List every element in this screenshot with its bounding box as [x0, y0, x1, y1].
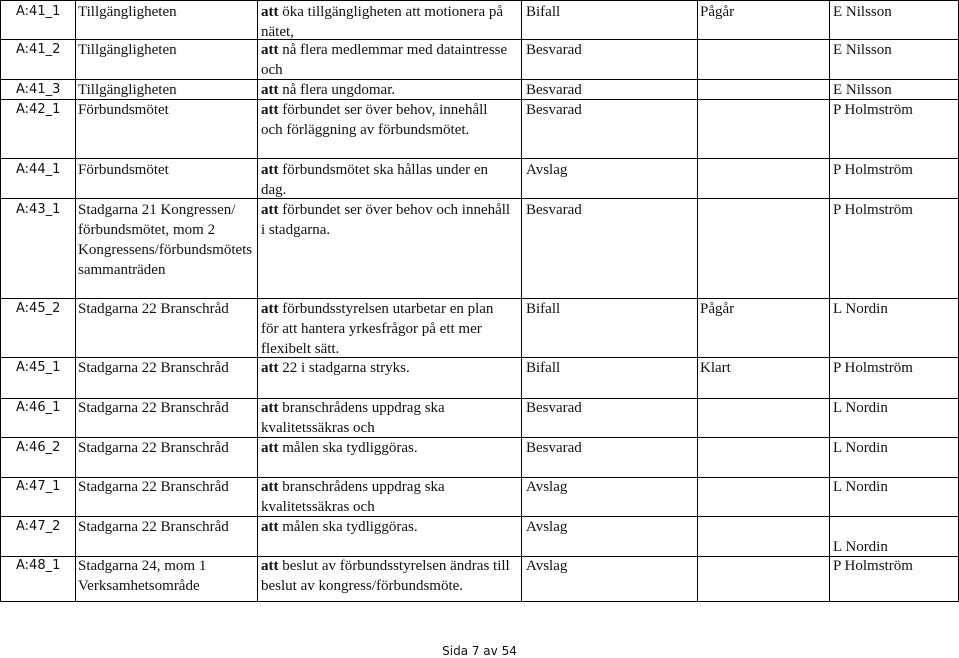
row-proposal [261, 398, 521, 438]
row-id: A:44_1 [16, 162, 61, 177]
row-topic: Stadgarna 21 Kongressen/ förbundsmötet, mom 2 Kongressens/förbundsmötets sammanträden [78, 202, 253, 278]
row-topic: Stadgarna 22 Branschråd [78, 301, 229, 317]
row-owner: P Holmström [833, 162, 913, 178]
row-owner: L Nordin [833, 539, 888, 555]
proposal-text: beslut av förbundsstyrelsen ändras till beslut av kongress/förbundsmöte. [261, 558, 510, 594]
table-row [0, 477, 959, 516]
row-divider [0, 601, 959, 602]
row-id: A:41_2 [16, 42, 61, 57]
row-id: A:46_2 [16, 440, 61, 455]
row-status: Klart [700, 360, 731, 376]
row-owner: L Nordin [833, 479, 888, 495]
row-decision: Besvarad [526, 42, 582, 58]
att-keyword: att [261, 102, 279, 118]
proposal-text: målen ska tydliggöras. [278, 440, 418, 456]
row-divider [0, 158, 959, 159]
table-row [0, 40, 959, 79]
proposal-text: nå flera medlemmar med dataintresse och [261, 42, 508, 78]
row-owner: P Holmström [833, 360, 913, 376]
row-decision: Besvarad [526, 102, 582, 118]
table-row [0, 517, 959, 556]
row-decision: Bifall [526, 4, 561, 20]
row-topic: Stadgarna 22 Branschråd [78, 440, 229, 456]
table-row [0, 100, 959, 158]
row-topic: Stadgarna 22 Branschråd [78, 479, 229, 495]
row-topic: Stadgarna 22 Branschråd [78, 519, 229, 535]
table-row [0, 299, 959, 357]
att-keyword: att [261, 479, 279, 495]
proposal-text: nå flera ungdomar. [278, 82, 396, 98]
table-row [0, 358, 959, 398]
att-keyword: att [261, 360, 279, 376]
row-topic: Stadgarna 22 Branschråd [78, 400, 229, 416]
row-topic: Tillgängligheten [78, 82, 177, 98]
att-keyword: att [261, 82, 279, 98]
row-decision: Bifall [526, 360, 561, 376]
row-owner: P Holmström [833, 558, 913, 574]
row-id: A:47_1 [16, 479, 61, 494]
row-owner: E Nilsson [833, 4, 892, 20]
proposal-text: 22 i stadgarna stryks. [278, 360, 410, 376]
proposal-text: förbundsmötet ska hållas under en dag. [261, 162, 489, 198]
row-owner: L Nordin [833, 301, 888, 317]
row-id: A:42_1 [16, 102, 61, 117]
row-proposal [261, 358, 521, 378]
proposal-text: målen ska tydliggöras. [278, 519, 418, 535]
table-row [0, 160, 959, 198]
att-keyword: att [261, 558, 279, 574]
row-id: A:45_1 [16, 360, 61, 375]
row-topic: Förbundsmötet [78, 162, 169, 178]
row-decision: Avslag [526, 479, 568, 495]
att-keyword: att [261, 42, 279, 58]
att-keyword: att [261, 440, 279, 456]
table-row [0, 2, 959, 39]
row-proposal [261, 517, 521, 537]
table-row [0, 438, 959, 477]
att-keyword: att [261, 519, 279, 535]
proposal-text: öka tillgängligheten att motionera på nätet, [261, 4, 504, 40]
row-decision: Avslag [526, 519, 568, 535]
row-owner: L Nordin [833, 400, 888, 416]
row-decision: Besvarad [526, 440, 582, 456]
row-topic: Förbundsmötet [78, 102, 169, 118]
row-proposal [261, 200, 521, 240]
row-decision: Avslag [526, 162, 568, 178]
table-row [0, 398, 959, 437]
att-keyword: att [261, 202, 279, 218]
row-topic: Stadgarna 24, mom 1 Verksamhetsområde [78, 558, 207, 594]
row-proposal [261, 80, 521, 100]
row-id: A:47_2 [16, 519, 61, 534]
row-id: A:45_2 [16, 301, 61, 316]
row-id: A:41_3 [16, 82, 61, 97]
row-proposal [261, 438, 521, 458]
row-id: A:46_1 [16, 400, 61, 415]
row-proposal [261, 299, 521, 359]
row-proposal [261, 40, 521, 80]
row-status: Pågår [700, 4, 735, 20]
table-row [0, 80, 959, 99]
proposal-text: branschrådens uppdrag ska kvalitetssäkras och [261, 400, 445, 436]
row-status: Pågår [700, 301, 735, 317]
row-proposal [261, 477, 521, 517]
row-proposal [261, 160, 521, 200]
row-id: A:41_1 [16, 4, 61, 19]
row-decision: Avslag [526, 558, 568, 574]
att-keyword: att [261, 400, 279, 416]
row-divider [0, 0, 959, 1]
row-decision: Besvarad [526, 82, 582, 98]
row-proposal [261, 100, 521, 140]
row-id: A:43_1 [16, 202, 61, 217]
proposal-text: förbundsstyrelsen utarbetar en plan för att hantera yrkesfrågor på ett mer flexibelt sätt. [261, 301, 494, 357]
proposal-text: förbundet ser över behov, innehåll och förläggning av förbundsmötet. [261, 102, 488, 138]
att-keyword: att [261, 301, 279, 317]
row-proposal [261, 2, 521, 42]
table-row [0, 556, 959, 601]
row-proposal [261, 556, 521, 596]
row-decision: Bifall [526, 301, 561, 317]
row-owner: P Holmström [833, 102, 913, 118]
proposal-text: branschrådens uppdrag ska kvalitetssäkras och [261, 479, 445, 515]
row-decision: Besvarad [526, 202, 582, 218]
att-keyword: att [261, 4, 279, 20]
row-owner: L Nordin [833, 440, 888, 456]
row-id: A:48_1 [16, 558, 61, 573]
page-number: Sida 7 av 54 [442, 644, 517, 658]
proposal-text: förbundet ser över behov och innehåll i stadgarna. [261, 202, 511, 238]
row-topic: Tillgängligheten [78, 4, 177, 20]
row-owner: E Nilsson [833, 42, 892, 58]
row-topic: Tillgängligheten [78, 42, 177, 58]
row-owner: E Nilsson [833, 82, 892, 98]
row-decision: Besvarad [526, 400, 582, 416]
row-topic: Stadgarna 22 Branschråd [78, 360, 229, 376]
table-row [0, 200, 959, 298]
row-owner: P Holmström [833, 202, 913, 218]
att-keyword: att [261, 162, 279, 178]
